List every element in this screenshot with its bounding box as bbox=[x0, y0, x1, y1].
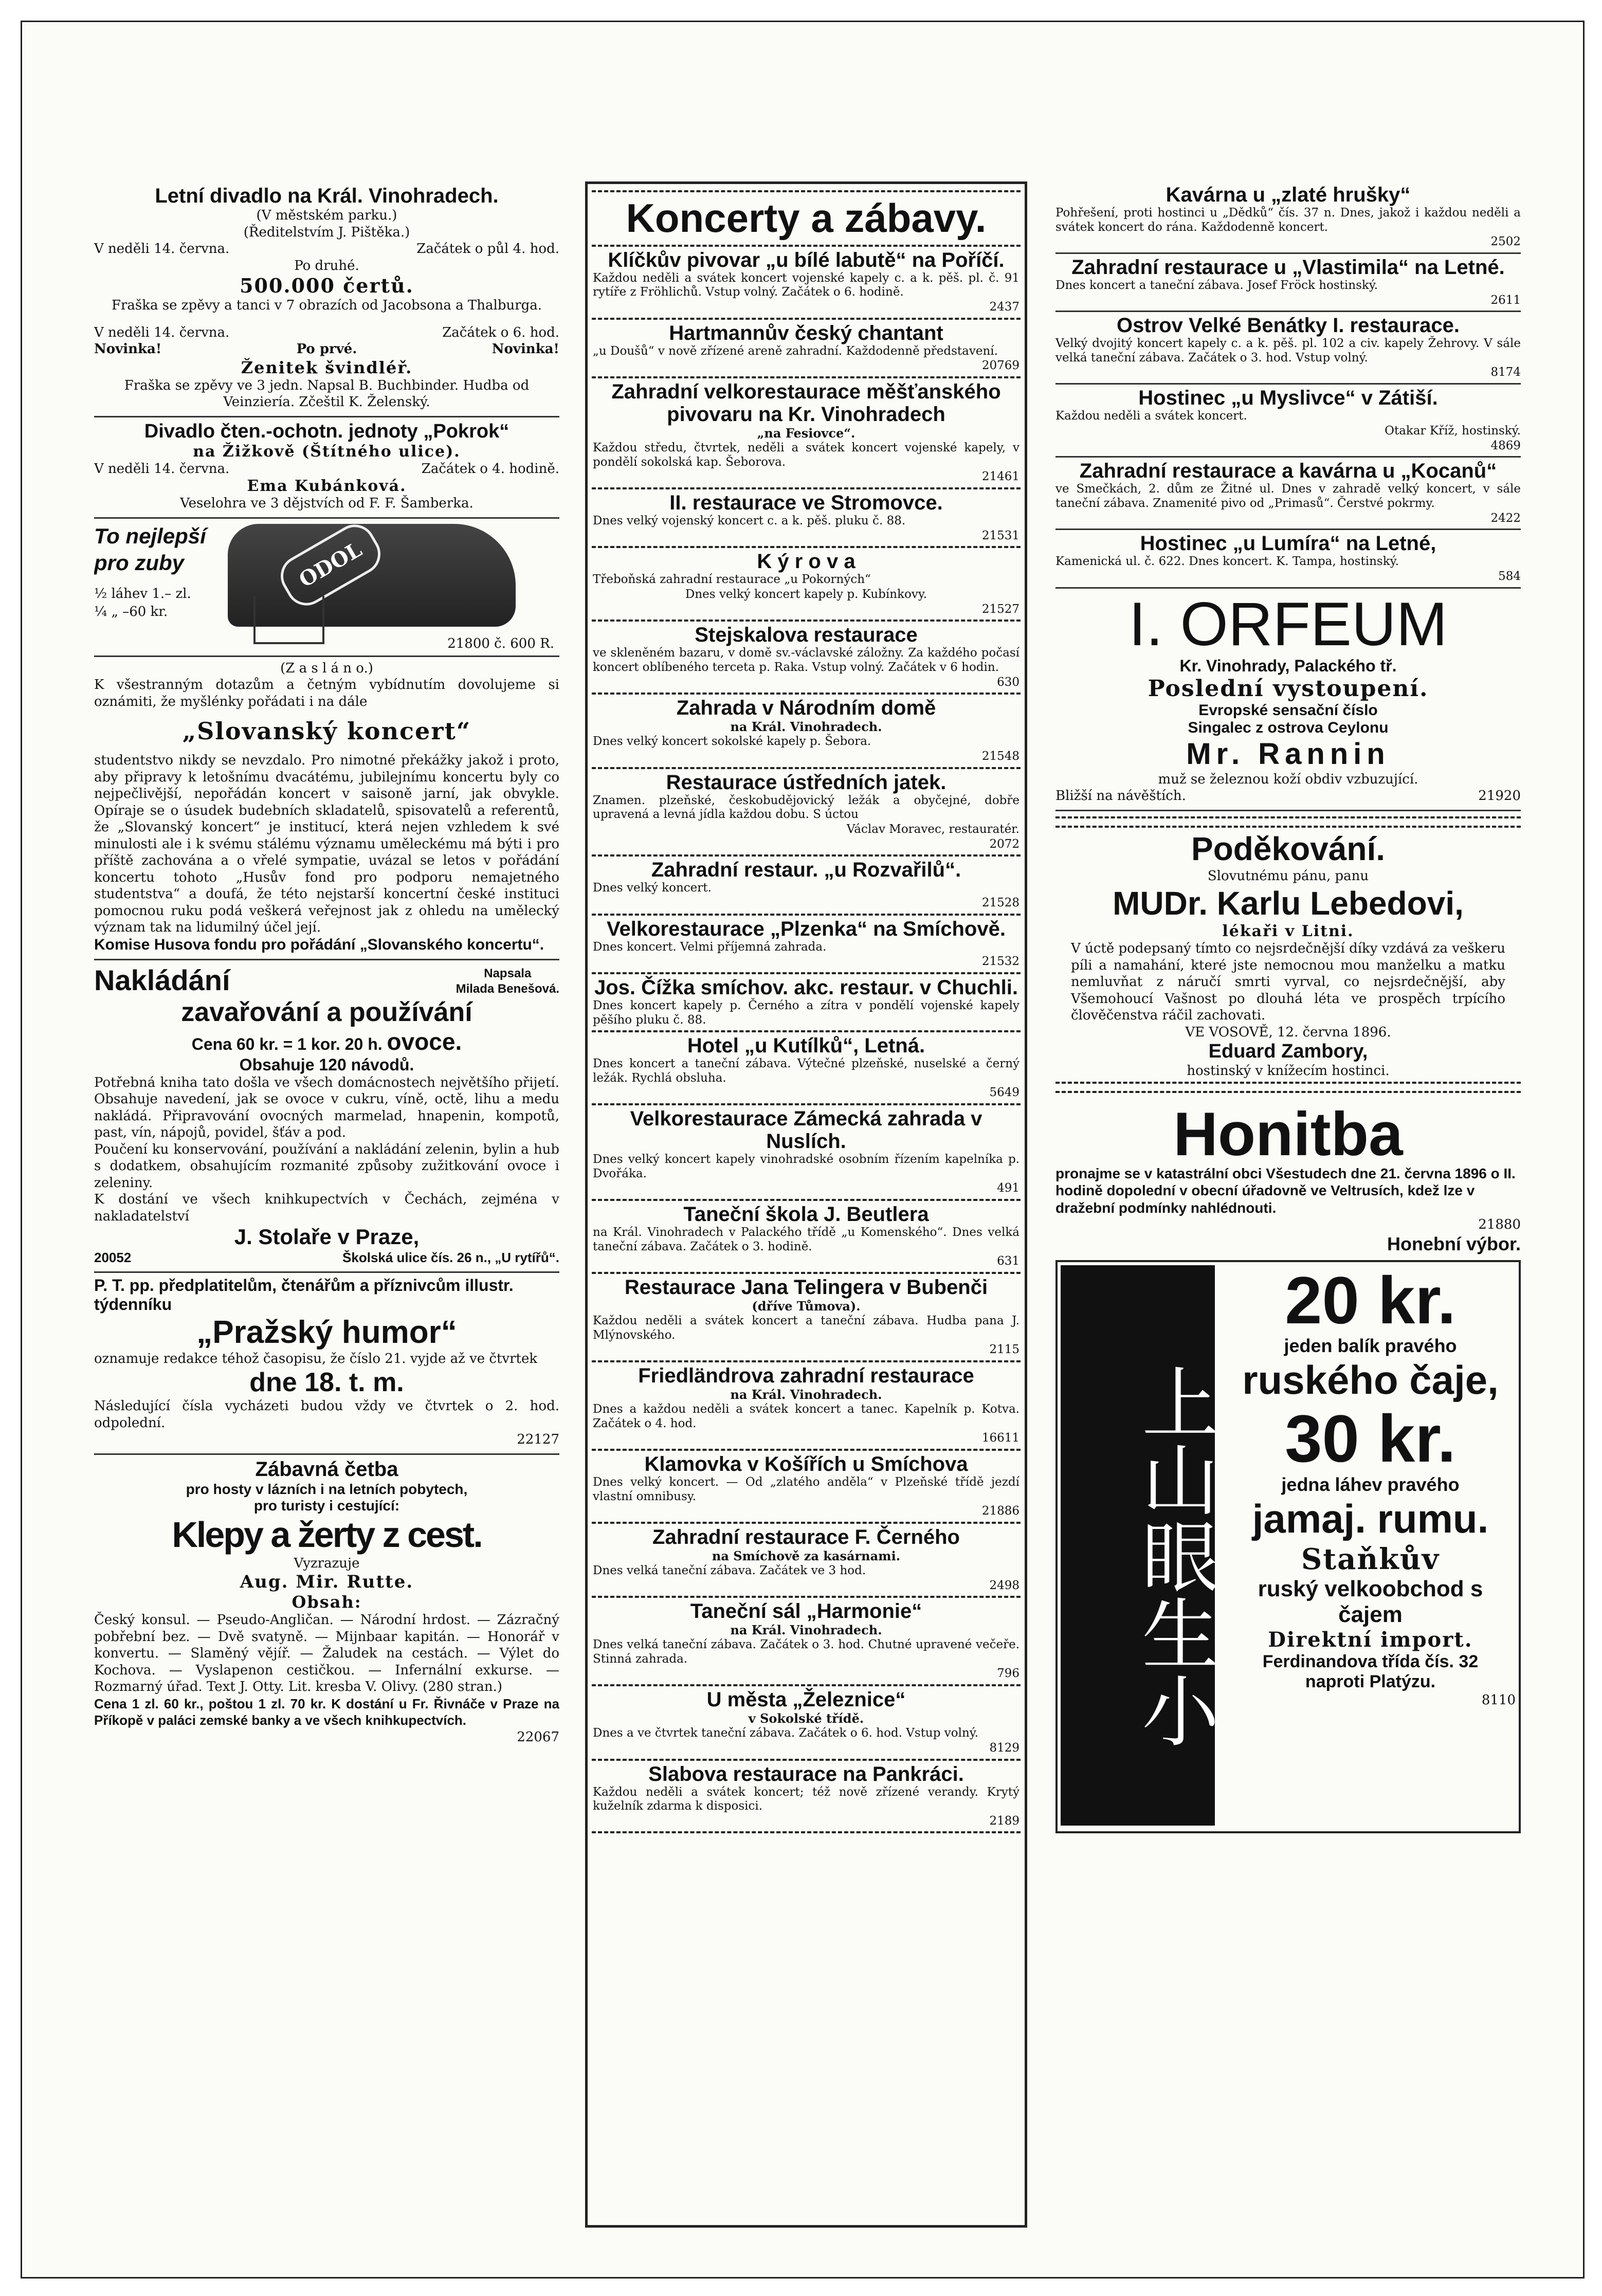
ad-sub: v Sokolské třídě. bbox=[748, 1711, 864, 1726]
ad-num: 22127 bbox=[517, 1432, 559, 1447]
ad-sub: pro hosty v lázních i na letních pobytech, bbox=[186, 1481, 468, 1497]
ad-text: Třeboňská zahradní restaurace „u Pokorných“ bbox=[593, 573, 871, 587]
ad-title: Stejskalova restaurace bbox=[695, 624, 918, 647]
tea-calligraphy: 上山眼生小 bbox=[1061, 1265, 1215, 1826]
glass-illustration bbox=[253, 596, 324, 644]
ad-title: Velkorestaurace Zámecká zahrada v Nuslích. bbox=[630, 1107, 982, 1153]
tea-line: ruský velkoobchod s čajem bbox=[1258, 1576, 1483, 1627]
ad-title: Restaurace ústředních jatek. bbox=[666, 771, 946, 794]
column-right bbox=[1055, 181, 1521, 2228]
ad-title: Zahradní restaurace u „Vlastimila“ na Letné. bbox=[1071, 256, 1505, 279]
ad-text: Dnes velký koncert. bbox=[593, 881, 712, 895]
ad-title: Zábavná četba bbox=[255, 1457, 398, 1481]
ad-title: Hartmannův český chantant bbox=[669, 321, 943, 344]
ad-line bbox=[1055, 788, 1521, 805]
restaurant-ad bbox=[1055, 254, 1521, 312]
ad-text: Znamen. plzeňské, českobudějovický ležák a obyčejné, dobře upravená a levná jídla každou dobu. S úctou bbox=[593, 793, 1020, 822]
ad-title: Velkorestaurace „Plzenka“ na Smíchově. bbox=[607, 917, 1006, 940]
ad-prazsky-humor bbox=[94, 1273, 559, 1455]
ad-text: Dnes velká taneční zábava. Začátek o 3. hod. Chutné upravené večeře. Stinná zahrada. bbox=[593, 1638, 1020, 1666]
ad-title: Hotel „u Kutílků“, Letná. bbox=[687, 1034, 925, 1058]
ad-num: 2189 bbox=[989, 1814, 1020, 1828]
ad-podekovani bbox=[1055, 811, 1521, 1100]
ad-num: 2498 bbox=[989, 1578, 1020, 1592]
ad-role: lékaři v Litni. bbox=[1222, 922, 1354, 941]
concert-ad bbox=[592, 769, 1021, 857]
ad-num: 2437 bbox=[989, 300, 1020, 314]
concert-ad bbox=[592, 695, 1021, 769]
ad-price: ½ láhev 1.– zl. bbox=[94, 586, 191, 602]
ad-publisher: J. Stolaře v Praze, bbox=[234, 1225, 420, 1249]
tea-line: Direktní import. bbox=[1268, 1627, 1473, 1652]
ad-title: Ostrov Velké Benátky I. restaurace. bbox=[1116, 314, 1460, 337]
ad-text: Dnes velký koncert sokolské kapely p. Šebora. bbox=[593, 735, 871, 749]
ad-sub: (Ředitelstvím J. Pištěka.) bbox=[243, 224, 410, 240]
ad-title: Letní divadlo na Král. Vinohradech. bbox=[155, 185, 499, 207]
ad-num: 21528 bbox=[981, 896, 1020, 910]
ad-text: ve Smečkách, 2. dům ze Žitné ul. Dnes v zahradě velký koncert, v sále taneční zábava. Znamenité pivo od „Primasů“. Čerstvé pokrmy. bbox=[1055, 482, 1521, 510]
bottle-illustration: ODOL bbox=[273, 517, 388, 613]
ad-line bbox=[94, 1249, 559, 1266]
ad-price-line bbox=[94, 1028, 559, 1055]
concert-ad bbox=[592, 622, 1021, 695]
concert-list bbox=[592, 247, 1021, 1834]
ad-num: 796 bbox=[997, 1667, 1020, 1681]
restaurant-ad bbox=[1055, 385, 1521, 458]
ad-play: 500.000 čertů. bbox=[240, 274, 414, 297]
ad-obsah: Obsah: bbox=[292, 1592, 362, 1612]
ad-big: „Slovanský koncert“ bbox=[182, 717, 471, 745]
ad-num: 491 bbox=[997, 1181, 1020, 1195]
ad-title: Taneční škola J. Beutlera bbox=[683, 1203, 929, 1226]
ad-num: 21548 bbox=[981, 749, 1020, 763]
ad-text: Každou neděli a svátek koncert vojenské kapely c. a k. pěš. pl. č. 91 rytíře z Fröhlichů. Vstup volný. Začátek o 6. hodině. bbox=[593, 271, 1020, 299]
restaurant-ad bbox=[1055, 181, 1521, 254]
ad-title: Zahradní restaurace F. Černého bbox=[652, 1525, 960, 1548]
ad-text: Dnes koncert kapely p. Černého a zítra v pondělí vojenské kapely pěšího pluku č. 88. bbox=[593, 999, 1020, 1027]
ad-sub: (dříve Tůmova). bbox=[752, 1299, 861, 1314]
ad-title: II. restaurace ve Stromovce. bbox=[669, 491, 943, 515]
ad-slogan: pro zuby bbox=[94, 550, 184, 575]
concert-ad bbox=[592, 1686, 1021, 1760]
ad-last: Poslední vystoupení. bbox=[1148, 675, 1429, 702]
ad-sub: na Král. Vinohradech. bbox=[730, 719, 882, 735]
ad-num: 21461 bbox=[981, 470, 1020, 484]
ad-title: Hostinec „u Myslivce“ v Zátiší. bbox=[1138, 387, 1438, 410]
ad-text: Kamenická ul. č. 622. Dnes koncert. K. Tampa, hostinský. bbox=[1055, 555, 1399, 569]
ad-num: 22067 bbox=[517, 1729, 559, 1745]
ad-num: 8129 bbox=[989, 1741, 1020, 1755]
ad-text: muž se železnou koží obdiv vzbuzující. bbox=[1158, 771, 1418, 787]
ad-num: 2611 bbox=[1490, 293, 1521, 307]
ad-line bbox=[94, 241, 559, 258]
ad-text: pronajme se v katastrální obci Všestudech dne 21. června 1896 o II. hodině dopolední v obecní úřadovně ve Veltrusích, kdež lze v dražební podmínky nahlédnouti. bbox=[1055, 1165, 1516, 1216]
restaurant-ad bbox=[1055, 312, 1521, 385]
ad-author: Aug. Mir. Rutte. bbox=[240, 1572, 414, 1592]
ad-text: „u Doušů“ v nově zřízené areně zahradní. Každodenně představení. bbox=[593, 344, 998, 358]
right-ads-list bbox=[1055, 181, 1521, 589]
ad-num: 21532 bbox=[981, 955, 1020, 969]
ad-price: Cena 60 kr. = 1 kor. 20 h. bbox=[191, 1034, 383, 1053]
ad-num: 584 bbox=[1498, 569, 1521, 583]
ad-odol bbox=[94, 519, 559, 657]
ad-author bbox=[456, 966, 559, 997]
concert-ad bbox=[592, 1524, 1021, 1598]
ad-orfeum bbox=[1055, 589, 1521, 811]
ad-big: „Pražský humor“ bbox=[196, 1314, 457, 1350]
ad-desc: Veselohra ve 3 dějstvích od F. F. Šamberka. bbox=[180, 496, 474, 511]
tea-price: 20 kr. bbox=[1285, 1262, 1456, 1338]
concert-ad bbox=[592, 857, 1021, 915]
ad-novinka: Novinka! bbox=[491, 341, 559, 357]
ad-num: 4869 bbox=[1490, 439, 1521, 452]
ad-sub: „na Fesiovce“. bbox=[757, 426, 855, 441]
tea-price: 30 kr. bbox=[1285, 1401, 1456, 1477]
ad-title: Klamovka v Košířích u Smíchova bbox=[644, 1452, 968, 1475]
ad-name: Mr. Rannin bbox=[1055, 737, 1521, 771]
ad-text: Pohřešení, proti hostinci u „Dědků“ čís. 37 n. Dnes, jakož i každou neděli a svátek koncert do rána. Každodenně koncert. bbox=[1055, 206, 1521, 234]
ad-text: Každou neděli a svátek koncert a taneční zábava. Hudba pana J. Mlýnovského. bbox=[593, 1314, 1020, 1342]
ad-title: Honitba bbox=[1173, 1099, 1403, 1169]
ad-sub: pro turisty i cestující: bbox=[253, 1497, 400, 1514]
ad-desc: Fraška se zpěvy a tanci v 7 obrazích od Jacobsona a Thalburga. bbox=[111, 298, 542, 313]
ad-title: zavařování a používání bbox=[181, 997, 472, 1027]
ad-divadlo-pokrok bbox=[94, 417, 559, 519]
ad-text: V úctě podepsaný tímto co nejsrdečnější díky vzdává za veškeru píli a namahání, které jste nemocnou mou manželku a matku nemluvňat z náručí smrti vyrval, co nejsrdečnější, aby Všemohoucí Vašnost po dlouhá léta ve prospěch trpícího člověčenstva ráčil zachovati. bbox=[1071, 941, 1505, 1024]
ad-text: Poučení ku konservování, používání a nakládání zelenin, bylin a hub s dodatkem, obsahujícím rozmanité způsoby zužitkování ovoce i zeleniny. bbox=[94, 1141, 559, 1191]
tea-line: jeden balík pravého bbox=[1284, 1335, 1457, 1357]
ad-price: ¼ „ –60 kr. bbox=[94, 604, 168, 619]
ad-sign: Václav Moravec, restauratér. bbox=[846, 822, 1020, 836]
ad-code: 21800 č. 600 R. bbox=[447, 636, 554, 651]
ad-num: 2502 bbox=[1490, 235, 1521, 249]
ad-text: K všestranným dotazům a četným vybídnutím dovolujeme si oznámiti, že myšlénky pořádati i na dále bbox=[94, 677, 559, 709]
ad-num: 20052 bbox=[94, 1250, 132, 1265]
ad-num: 21527 bbox=[981, 602, 1020, 616]
ad-text: studentstvo nikdy se nevzdalo. Pro nimotné překážky jakož i proto, aby připravy k letošnímu dvacátému, jubilejnímu koncertu byly co nejpečlivější, nepořádán koncert v saisoně jarní, jak obvykle. Opíraje se o úsudek budebních skladatelů, spisovatelů a referentů, že „Slovanský koncert“ je institucí, která nejen vzhledem k své minulosti ale i k svému stálému významu uměleckému má býti i pro příště zachována a o vřelé sympatie, uvázal se letos v pořádání koncertu tohoto „Husův fond pro podporu nemajetného studentstva“ a doufá, že této nejstarší koncertní české instituci pomocnou ruku podá veškerá veřejnost jak z ohledu na umělecký význam tak na lidumilný účel její. bbox=[94, 753, 559, 935]
ad-sub: (V městském parku.) bbox=[256, 208, 397, 223]
restaurant-ad bbox=[1055, 458, 1521, 530]
column-concerts bbox=[585, 181, 1027, 2228]
ad-novinka: Po prvé. bbox=[296, 341, 357, 357]
ad-num: 21886 bbox=[981, 1504, 1020, 1518]
ad-sub: na Smíchově za kasárnami. bbox=[712, 1548, 901, 1563]
ad-sub: na Král. Vinohradech. bbox=[730, 1623, 882, 1638]
section-header: Koncerty a zábavy. bbox=[592, 190, 1021, 247]
concert-ad bbox=[592, 378, 1021, 489]
ad-text: K dostání ve všech knihkupectvích v Čechách, zejména v nakladatelství bbox=[94, 1192, 559, 1224]
ad-time: Začátek o půl 4. hod. bbox=[416, 241, 559, 257]
ad-euro: Evropské sensační číslo bbox=[1198, 701, 1378, 719]
ad-nakladani bbox=[94, 960, 559, 1273]
ad-text: Dnes a každou neděli a svátek koncert a tanec. Kapelník p. Kotva. Začátek o 4. hod. bbox=[593, 1402, 1020, 1430]
concert-ad bbox=[592, 320, 1021, 378]
ad-num: 8110 bbox=[1481, 1692, 1516, 1708]
ad-big: Klepy a žerty z cest. bbox=[172, 1514, 482, 1555]
concert-ad bbox=[592, 1362, 1021, 1451]
ad-text: Dnes velký vojenský koncert c. a k. pěš. pluku č. 88. bbox=[593, 514, 906, 528]
ad-text: Cena 1 zl. 60 kr., poštou 1 zl. 70 kr. K dostání u Fr. Řivnáče v Praze na Příkopě v paláci zemské banky a ve všech knihkupectvích. bbox=[94, 1696, 559, 1728]
ad-title: Kavárna u „zlaté hrušky“ bbox=[1166, 184, 1411, 206]
ad-line bbox=[94, 341, 559, 358]
ad-text: Dnes velký koncert kapely p. Kubínkovy. bbox=[685, 587, 927, 601]
concert-ad bbox=[592, 548, 1021, 622]
ad-num: 631 bbox=[997, 1254, 1020, 1268]
ad-date: V neděli 14. června. bbox=[94, 241, 230, 257]
ad-title: Jos. Čížka smíchov. akc. restaur. v Chuchli. bbox=[594, 976, 1018, 999]
ad-title: Taneční sál „Harmonie“ bbox=[690, 1600, 922, 1623]
concert-ad bbox=[592, 916, 1021, 974]
ad-sing: Singalec z ostrova Ceylonu bbox=[1188, 719, 1389, 736]
ad-title: Zahradní restaurace a kavárna u „Kocanů“ bbox=[1079, 460, 1497, 483]
ad-more: Bližší na návěštích. bbox=[1055, 788, 1186, 804]
ad-num: 8174 bbox=[1490, 366, 1521, 379]
tea-text bbox=[1225, 1262, 1516, 1709]
ad-sign: Eduard Zambory, bbox=[1208, 1041, 1368, 1063]
ad-text: Dnes velký koncert. — Od „zlatého anděla“ v Plzeňské třídě jezdí vlastní omnibusy. bbox=[593, 1475, 1020, 1503]
ad-author-line: Napsala bbox=[484, 966, 532, 980]
concert-ad bbox=[592, 1201, 1021, 1274]
ad-text: Velký dvojitý koncert kapely c. a k. pěš. pl. 102 a civ. kapely Žehrovy. V sále velká taneční zábava. Začátek o 3. hod. Vstup volný. bbox=[1055, 337, 1521, 365]
ad-title: U města „Železnice“ bbox=[706, 1688, 906, 1711]
concert-ad bbox=[592, 247, 1021, 320]
concert-ad bbox=[592, 974, 1021, 1032]
restaurant-ad bbox=[1055, 530, 1521, 588]
concert-ad bbox=[592, 1451, 1021, 1524]
ad-ovoce: ovoce. bbox=[387, 1028, 462, 1055]
ad-date: V neděli 14. června. bbox=[94, 324, 230, 340]
ad-sign: Otakar Kříž, hostinský. bbox=[1385, 424, 1521, 438]
ad-text: Každou středu, čtvrtek, neděli a svátek koncert vojenské kapely, v pondělí sokolská kap. Šeborova. bbox=[593, 441, 1020, 469]
ad-sub: Slovutnému pánu, panu bbox=[1207, 868, 1369, 884]
ad-num: 2422 bbox=[1490, 511, 1521, 525]
ad-contents: Obsahuje 120 návodů. bbox=[239, 1055, 414, 1074]
tea-line: Ferdinandova třída čís. 32 bbox=[1262, 1651, 1479, 1671]
ad-time: Začátek o 6. hod. bbox=[442, 324, 559, 340]
ad-head: (Z a s l á n o.) bbox=[280, 660, 373, 676]
ad-line: Po druhé. bbox=[294, 258, 359, 274]
ad-num: 16611 bbox=[981, 1431, 1020, 1445]
ad-place: VE VOSOVĚ, 12. června 1896. bbox=[1185, 1024, 1391, 1040]
ad-date: dne 18. t. m. bbox=[249, 1368, 404, 1397]
concert-ad bbox=[592, 1032, 1021, 1105]
ad-num: 2115 bbox=[989, 1343, 1020, 1357]
ad-novinka: Novinka! bbox=[94, 341, 162, 357]
ad-address: Školská ulice čís. 26 n., „U rytířů“. bbox=[342, 1250, 559, 1265]
ad-title: Friedländrova zahradní restaurace bbox=[638, 1364, 974, 1388]
ad-text: Dnes velká taneční zábava. Začátek ve 3 hod. bbox=[593, 1563, 866, 1577]
ad-sign: Honební výbor. bbox=[1387, 1233, 1521, 1254]
ad-title: Slabova restaurace na Pankráci. bbox=[648, 1762, 964, 1785]
ad-text: Každou neděli a svátek koncert; též nově zřízené verandy. Krytý kuželník zdarma k disposici. bbox=[593, 1785, 1020, 1813]
ad-sub: Kr. Vinohrady, Palackého tř. bbox=[1179, 656, 1397, 675]
ad-num: 21920 bbox=[1478, 788, 1521, 804]
ad-sign2: hostinský v knížecím hostinci. bbox=[1187, 1063, 1390, 1079]
concert-ad bbox=[592, 1761, 1021, 1834]
tea-line: jamaj. rumu. bbox=[1252, 1496, 1489, 1541]
tea-line: ruského čaje, bbox=[1242, 1357, 1499, 1403]
ad-num: 630 bbox=[997, 675, 1020, 689]
ad-text: Dnes koncert. Velmi příjemná zahrada. bbox=[593, 940, 827, 954]
ad-sub: na Žižkově (Štítného ulice). bbox=[193, 442, 461, 461]
ad-title-row bbox=[94, 963, 559, 997]
tea-brand: Staňkův bbox=[1301, 1542, 1440, 1576]
ad-num: 5649 bbox=[989, 1086, 1020, 1100]
decorative-rule bbox=[1055, 816, 1521, 828]
ad-text: Potřebná kniha tato došla ve všech domácnostech největšího přijetí. Obsahuje navedení, jak se ovoce v cukru, víně, octě, lihu a medu nakládá. Připravování ovocných marmelad, hnapenin, kompotů, past, vín, nápojů, povidel, šťáv a pod. bbox=[94, 1074, 559, 1140]
ad-text: Následující čísla vycházeti budou vždy ve čtvrtek o 2. hod. odpolední. bbox=[94, 1398, 559, 1431]
ad-honitba bbox=[1055, 1100, 1521, 1260]
ad-sign: Komise Husova fondu pro pořádání „Slovanského koncertu“. bbox=[94, 936, 544, 953]
ad-text: Dnes velký koncert kapely vinohradské osobním řízením kapelníka p. Dvořáka. bbox=[593, 1153, 1020, 1180]
ad-name: MUDr. Karlu Lebedovi, bbox=[1113, 885, 1464, 922]
ad-title: Klíčkův pivovar „u bílé labutě“ na Poříčí. bbox=[608, 248, 1005, 271]
newspaper-page bbox=[21, 21, 1585, 2279]
concert-ad bbox=[592, 489, 1021, 548]
ad-text: Každou neděli a svátek koncert. bbox=[1055, 409, 1247, 423]
ad-text: Český konsul. — Pseudo-Angličan. — Národní hrdost. — Zázračný pobřební bez. — Dvě svatyně. — Mijnbaar kapitán. — Honorář v konvertu. — Slaměný vějíř. — Žaludek na cestách. — Výlet do Kochova. — Vyslapenon cestičkou. — Infernální exkurse. — Rozmarný úřad. Text J. Otty. Lit. kresba V. Olivy. (280 stran.) bbox=[94, 1612, 559, 1694]
ad-text: Dnes a ve čtvrtek taneční zábava. Začátek o 6. hod. Vstup volný. bbox=[593, 1726, 979, 1740]
concert-ad bbox=[592, 1274, 1021, 1362]
ad-desc: Fraška se zpěvy ve 3 jedn. Napsal B. Buchbinder. Hudba od Veinziería. Zčeštil K. Želenský. bbox=[124, 377, 530, 410]
ad-line bbox=[94, 324, 559, 341]
ad-tea bbox=[1055, 1260, 1521, 1833]
ad-num: 20769 bbox=[981, 359, 1020, 373]
ad-text: ve skleněném bazaru, v domě sv.-václavské záložny. Za každého počasí koncert oblíbeného terceta p. Raka. Vstup volný. Začátek v 6 hodin. bbox=[593, 646, 1020, 675]
ad-slovansky-koncert bbox=[94, 657, 559, 960]
ad-num: 21880 bbox=[1478, 1217, 1521, 1233]
decorative-rule bbox=[1055, 1082, 1521, 1093]
tea-line: naproti Platýzu. bbox=[1305, 1671, 1436, 1691]
ad-title: Zahradní restaur. „u Rozvařilů“. bbox=[651, 859, 961, 882]
ad-author-line: Milada Benešová. bbox=[456, 981, 559, 996]
ad-text: oznamuje redakce téhož časopisu, že číslo 21. vyjde až ve čtvrtek bbox=[94, 1351, 538, 1366]
ad-title: Nakládání bbox=[94, 963, 230, 996]
tea-line: jedna láhev pravého bbox=[1281, 1473, 1460, 1495]
ad-title: Hostinec „u Lumíra“ na Letné, bbox=[1140, 532, 1436, 555]
ad-sub: na Král. Vinohradech. bbox=[730, 1387, 882, 1402]
ad-play: Ema Kubánková. bbox=[247, 477, 407, 495]
column-left bbox=[94, 181, 559, 2228]
ad-text: na Král. Vinohradech v Palackého třídě „u Komenského“. Dnes velká taneční zábava. Začátek o 3. hodině. bbox=[593, 1226, 1020, 1253]
concert-ad bbox=[592, 1105, 1021, 1201]
ad-text: Dnes koncert a taneční zábava. Josef Fröck hostinský. bbox=[1055, 278, 1378, 292]
ad-line: Vyzrazuje bbox=[294, 1555, 360, 1571]
ad-title: Restaurace Jana Telingera v Bubenči bbox=[624, 1276, 988, 1299]
ad-line bbox=[94, 461, 559, 478]
ad-title: Poděkování. bbox=[1191, 830, 1385, 867]
ad-num: 21531 bbox=[981, 529, 1020, 542]
ad-text: Dnes koncert a taneční zábava. Výtečné plzeňské, nuselské a černý ležák. Rychlá obsluha. bbox=[593, 1057, 1020, 1085]
ad-date: V neděli 14. června. bbox=[94, 461, 230, 477]
ad-title: Zahrada v Národním domě bbox=[676, 697, 936, 720]
ad-title: I. ORFEUM bbox=[1128, 589, 1448, 659]
concert-ad bbox=[592, 1598, 1021, 1686]
ad-num: 2072 bbox=[989, 837, 1020, 851]
ad-play: Ženitek švindléř. bbox=[241, 357, 413, 377]
ad-time: Začátek o 4. hodině. bbox=[421, 461, 559, 477]
ad-letni-divadlo bbox=[94, 181, 559, 417]
ad-text: P. T. pp. předplatitelům, čtenářům a příznivcům illustr. týdenníku bbox=[94, 1275, 514, 1314]
ad-title: Zahradní velkorestaurace měšťanského pivovaru na Kr. Vinohradech bbox=[611, 380, 1001, 426]
ad-title: K ý r o v a bbox=[757, 550, 855, 573]
ad-title: Divadlo čten.-ochotn. jednoty „Pokrok“ bbox=[144, 420, 509, 442]
ad-slogan: To nejlepší bbox=[94, 523, 206, 548]
ad-klepy bbox=[94, 1455, 559, 1751]
